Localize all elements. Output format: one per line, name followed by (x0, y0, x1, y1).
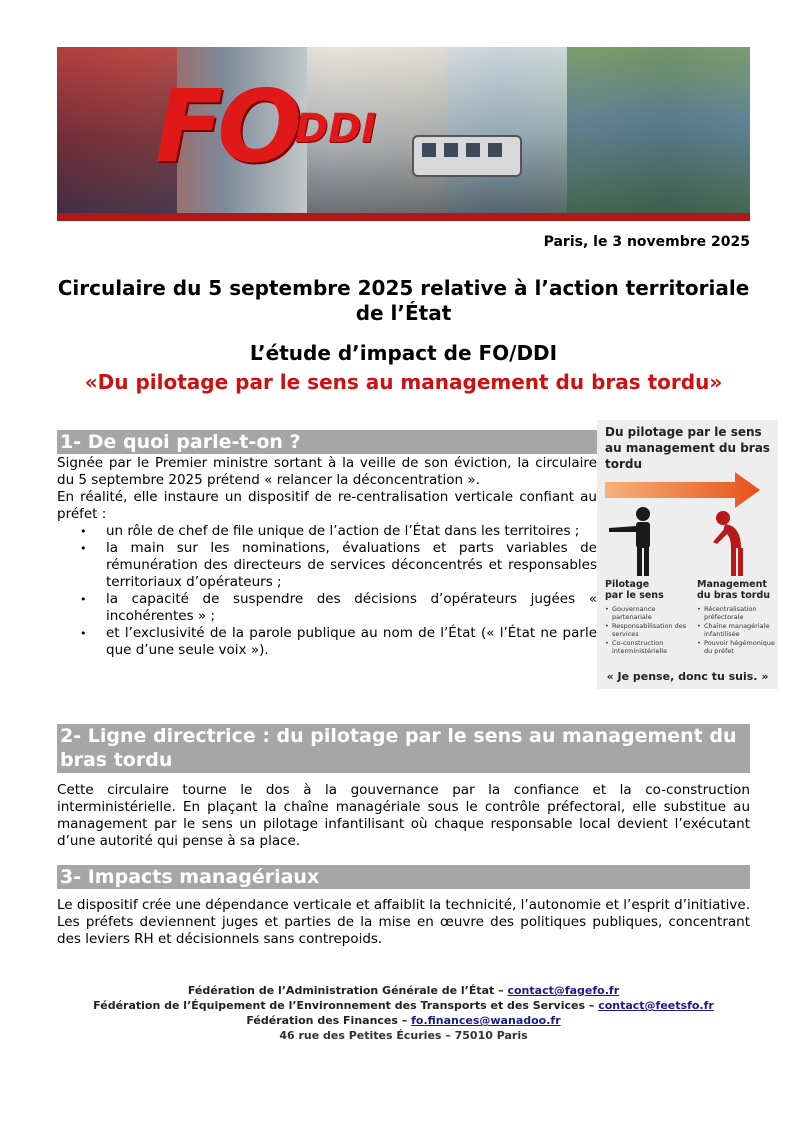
arrow-right-icon (605, 472, 760, 508)
list-item: • Récentralisation préfectorale (697, 605, 775, 621)
banner-red-strip (57, 213, 750, 221)
infographic-quote: « Je pense, donc tu suis. » (606, 670, 769, 683)
federation-email-link[interactable]: fo.finances@wanadoo.fr (411, 1014, 561, 1027)
federation-email-link[interactable]: contact@fagefo.fr (507, 984, 620, 997)
list-item: • la main sur les nominations, évaluations et parts variables de rémunération des directeurs de services déconcentrés et responsables territoriaux d’opérateurs ; (80, 540, 597, 591)
footer-address: 46 rue des Petites Écuries – 75010 Paris (279, 1029, 528, 1042)
document-subtitle: L’étude d’impact de FO/DDI (249, 341, 558, 365)
document-tagline: «Du pilotage par le sens au management du bras tordu» (84, 370, 723, 394)
document-title: Circulaire du 5 septembre 2025 relative à l’action territoriale de l’État (57, 276, 750, 325)
infographic-right-list (697, 605, 775, 656)
list-item: • un rôle de chef de file unique de l’action de l’État dans les territoires ; (80, 523, 597, 540)
infographic-title: Du pilotage par le sens au management du bras tordu (605, 425, 770, 471)
infographic (597, 420, 778, 689)
infographic-right-title: Management du bras tordu (697, 579, 771, 601)
footer-line-2: Fédération de l’Équipement de l’Environnement des Transports et des Services – contact@feetsfo.fr (93, 999, 714, 1012)
banner-photo-lab (447, 47, 567, 213)
section-2-paragraph: Cette circulaire tourne le dos à la gouvernance par la confiance et la co-construction interministérielle. En plaçant la chaîne managériale sous le contrôle préfectoral, elle substitue au management par le sens un pilotage infantilisant où chaque responsable local devient l’exécutant d’une autorité qui pense à sa place. (57, 782, 750, 849)
list-item: • Pouvoir hégémonique du préfet (697, 639, 775, 655)
infographic-left-list (605, 605, 695, 656)
header-banner (57, 47, 750, 221)
section-3-paragraph: Le dispositif crée une dépendance verticale et affaiblit la technicité, l’autonomie et l’esprit d’initiative. Les préfets deviennent juges et parties de la mise en œuvre des politiques publiques, concentrant des leviers RH et décisionnels sans contrepoids. (57, 897, 750, 947)
document-date: Paris, le 3 novembre 2025 (543, 234, 750, 250)
fo-logo: FO (155, 68, 297, 185)
federation-name: Fédération de l’Administration Générale de l’État (187, 984, 495, 997)
footer (57, 983, 750, 1043)
section-1-paragraph-1: Signée par le Premier ministre sortant à la veille de son éviction, la circulaire du 5 septembre 2025 prétend « relancer la déconcentration ». (57, 455, 597, 488)
section-1-bullet-list (80, 523, 597, 659)
banner-tram-image (412, 135, 522, 177)
list-item: • la capacité de suspendre des décisions d’opérateurs jugées « incohérentes » ; (80, 591, 597, 625)
federation-name: Fédération de l’Équipement de l’Environnement des Transports et des Services (93, 999, 586, 1012)
federation-email-link[interactable]: contact@feetsfo.fr (598, 999, 714, 1012)
list-item: • Responsabilisation des services (605, 622, 695, 638)
section-3-heading: 3- Impacts managériaux (57, 865, 750, 889)
footer-line-1: Fédération de l’Administration Générale de l’État – contact@fagefo.fr (187, 984, 620, 997)
section-1-heading: 1- De quoi parle-t-on ? (57, 430, 597, 454)
banner-photo-river (567, 47, 750, 213)
list-item: • Gouvernance partenariale (605, 605, 695, 621)
bent-person-icon (701, 508, 761, 576)
infographic-left-title: Pilotage par le sens (605, 579, 664, 601)
list-item: • Co-construction interministérielle (605, 639, 695, 655)
federation-name: Fédération des Finances (246, 1014, 398, 1027)
section-2-heading: 2- Ligne directrice : du pilotage par le sens au management du bras tordu (57, 724, 750, 773)
list-item: • Chaîne managériale infantilisée (697, 622, 775, 638)
ddi-logo: DDI (295, 106, 377, 152)
footer-line-3: Fédération des Finances – fo.finances@wanadoo.fr (246, 1014, 561, 1027)
list-item: • et l’exclusivité de la parole publique au nom de l’État (« l’État ne parle que d’une seule voix »). (80, 625, 597, 659)
section-1-paragraph-2: En réalité, elle instaure un dispositif de re-centralisation verticale confiant au préfet : (57, 489, 597, 522)
pointing-person-icon (607, 506, 667, 576)
